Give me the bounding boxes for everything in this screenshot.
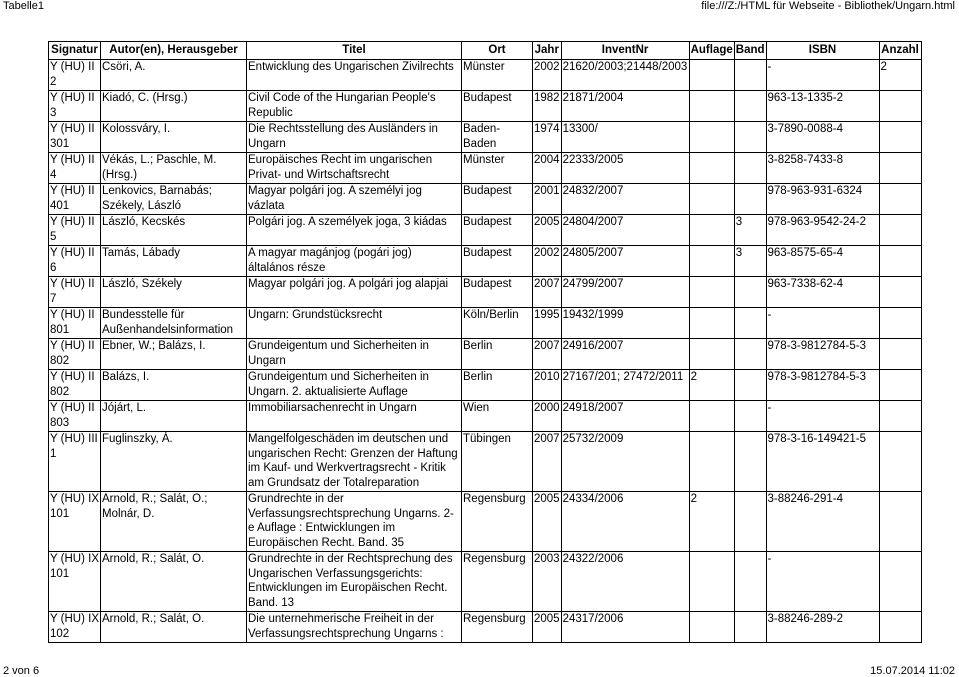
- cell-jahr: 2004: [533, 153, 562, 184]
- cell-auflage: [689, 91, 734, 122]
- cell-autor: Kiadó, C. (Hrsg.): [101, 91, 247, 122]
- cell-autor: Kolossváry, I.: [101, 122, 247, 153]
- cell-auflage: [689, 122, 734, 153]
- cell-auflage: [689, 153, 734, 184]
- cell-inventnr: 24805/2007: [561, 246, 689, 277]
- cell-anzahl: [879, 277, 921, 308]
- cell-band: [734, 401, 766, 432]
- cell-ort: Berlin: [462, 339, 533, 370]
- cell-inventnr: 19432/1999: [561, 308, 689, 339]
- cell-jahr: 2005: [533, 612, 562, 643]
- cell-titel: Mangelfolgeschäden im deutschen und ungarischen Recht: Grenzen der Haftung im Kauf- und Werkvertragsrecht - Kritik am Grundsatz der Totalreparation: [247, 432, 462, 492]
- cell-signatur: Y (HU) II 802: [49, 339, 101, 370]
- cell-ort: Münster: [462, 153, 533, 184]
- cell-isbn: 978-3-9812784-5-3: [766, 370, 879, 401]
- cell-isbn: -: [766, 552, 879, 612]
- cell-jahr: 2010: [533, 370, 562, 401]
- cell-isbn: 3-88246-291-4: [766, 492, 879, 552]
- cell-inventnr: 24317/2006: [561, 612, 689, 643]
- cell-signatur: Y (HU) II 7: [49, 277, 101, 308]
- cell-jahr: 1995: [533, 308, 562, 339]
- cell-titel: Civil Code of the Hungarian People's Republic: [247, 91, 462, 122]
- cell-jahr: 2005: [533, 215, 562, 246]
- cell-titel: A magyar magánjog (pogári jog) általános része: [247, 246, 462, 277]
- cell-ort: Köln/Berlin: [462, 308, 533, 339]
- column-header-signatur: Signatur: [49, 42, 101, 60]
- column-header-ort: Ort: [462, 42, 533, 60]
- cell-band: [734, 370, 766, 401]
- cell-band: [734, 153, 766, 184]
- cell-titel: Polgári jog. A személyek joga, 3 kiádas: [247, 215, 462, 246]
- cell-band: [734, 339, 766, 370]
- cell-anzahl: [879, 339, 921, 370]
- cell-signatur: Y (HU) II 2: [49, 60, 101, 91]
- cell-inventnr: 24799/2007: [561, 277, 689, 308]
- table-row: [49, 370, 922, 401]
- page-header-url: file:///Z:/HTML für Webseite - Bibliothek/Ungarn.html: [701, 0, 955, 12]
- cell-jahr: 1982: [533, 91, 562, 122]
- cell-anzahl: [879, 492, 921, 552]
- table-row: [49, 122, 922, 153]
- cell-ort: Budapest: [462, 91, 533, 122]
- cell-band: 3: [734, 215, 766, 246]
- cell-autor: Arnold, R.; Salát, O.: [101, 552, 247, 612]
- table-row: [49, 552, 922, 612]
- table-row: [49, 91, 922, 122]
- cell-signatur: Y (HU) II 801: [49, 308, 101, 339]
- cell-jahr: 2003: [533, 552, 562, 612]
- cell-anzahl: [879, 552, 921, 612]
- cell-inventnr: 24916/2007: [561, 339, 689, 370]
- cell-ort: Tübingen: [462, 432, 533, 492]
- cell-autor: Tamás, Lábady: [101, 246, 247, 277]
- cell-inventnr: 24322/2006: [561, 552, 689, 612]
- cell-signatur: Y (HU) II 301: [49, 122, 101, 153]
- cell-auflage: [689, 246, 734, 277]
- cell-ort: Regensburg: [462, 612, 533, 643]
- cell-isbn: 963-7338-62-4: [766, 277, 879, 308]
- column-header-auflage: Auflage: [689, 42, 734, 60]
- cell-autor: Jójárt, L.: [101, 401, 247, 432]
- cell-ort: Baden-Baden: [462, 122, 533, 153]
- cell-signatur: Y (HU) IX 101: [49, 552, 101, 612]
- cell-titel: Magyar polgári jog. A polgári jog alapjai: [247, 277, 462, 308]
- cell-ort: Münster: [462, 60, 533, 91]
- cell-jahr: 1974: [533, 122, 562, 153]
- cell-signatur: Y (HU) II 803: [49, 401, 101, 432]
- column-header-isbn: ISBN: [766, 42, 879, 60]
- cell-ort: Wien: [462, 401, 533, 432]
- catalog-table: [48, 41, 922, 643]
- cell-autor: Vékás, L.; Paschle, M. (Hrsg.): [101, 153, 247, 184]
- cell-signatur: Y (HU) IX 102: [49, 612, 101, 643]
- cell-auflage: [689, 277, 734, 308]
- cell-band: [734, 492, 766, 552]
- table-row: [49, 184, 922, 215]
- cell-titel: Die Rechtsstellung des Ausländers in Ungarn: [247, 122, 462, 153]
- cell-inventnr: 24832/2007: [561, 184, 689, 215]
- cell-auflage: 2: [689, 492, 734, 552]
- cell-anzahl: [879, 91, 921, 122]
- table-row: [49, 246, 922, 277]
- cell-autor: Fuglinszky, Á.: [101, 432, 247, 492]
- cell-anzahl: [879, 612, 921, 643]
- cell-inventnr: 21871/2004: [561, 91, 689, 122]
- cell-titel: Magyar polgári jog. A személyi jog vázlata: [247, 184, 462, 215]
- cell-ort: Berlin: [462, 370, 533, 401]
- cell-autor: Arnold, R.; Salát, O.: [101, 612, 247, 643]
- cell-auflage: [689, 215, 734, 246]
- table-body: [49, 60, 922, 643]
- cell-signatur: Y (HU) II 3: [49, 91, 101, 122]
- cell-isbn: 978-3-9812784-5-3: [766, 339, 879, 370]
- cell-jahr: 2002: [533, 60, 562, 91]
- cell-band: [734, 432, 766, 492]
- table-row: [49, 215, 922, 246]
- cell-isbn: 3-8258-7433-8: [766, 153, 879, 184]
- cell-autor: László, Székely: [101, 277, 247, 308]
- cell-auflage: [689, 308, 734, 339]
- cell-isbn: 3-7890-0088-4: [766, 122, 879, 153]
- cell-band: [734, 122, 766, 153]
- cell-isbn: -: [766, 401, 879, 432]
- table-row: [49, 492, 922, 552]
- cell-signatur: Y (HU) III 1: [49, 432, 101, 492]
- cell-band: [734, 552, 766, 612]
- cell-isbn: -: [766, 308, 879, 339]
- cell-inventnr: 22333/2005: [561, 153, 689, 184]
- cell-titel: Immobiliarsachenrecht in Ungarn: [247, 401, 462, 432]
- cell-anzahl: [879, 246, 921, 277]
- cell-isbn: 978-963-9542-24-2: [766, 215, 879, 246]
- cell-auflage: [689, 60, 734, 91]
- cell-band: [734, 91, 766, 122]
- cell-titel: Ungarn: Grundstücksrecht: [247, 308, 462, 339]
- page-header-left: Tabelle1: [3, 0, 44, 12]
- cell-jahr: 2002: [533, 246, 562, 277]
- cell-jahr: 2007: [533, 277, 562, 308]
- cell-anzahl: [879, 122, 921, 153]
- cell-inventnr: 27167/201; 27472/2011: [561, 370, 689, 401]
- cell-titel: Europäisches Recht im ungarischen Privat- und Wirtschaftsrecht: [247, 153, 462, 184]
- cell-auflage: [689, 401, 734, 432]
- table-row: [49, 339, 922, 370]
- column-header-inventnr: InventNr: [561, 42, 689, 60]
- cell-titel: Grundeigentum und Sicherheiten in Ungarn. 2. aktualisierte Auflage: [247, 370, 462, 401]
- table-row: [49, 401, 922, 432]
- cell-anzahl: [879, 432, 921, 492]
- cell-anzahl: [879, 184, 921, 215]
- column-header-jahr: Jahr: [533, 42, 562, 60]
- cell-isbn: 978-3-16-149421-5: [766, 432, 879, 492]
- column-header-autor: Autor(en), Herausgeber: [101, 42, 247, 60]
- cell-band: [734, 184, 766, 215]
- cell-autor: Bundesstelle für Außenhandelsinformation: [101, 308, 247, 339]
- cell-autor: Ebner, W.; Balázs, I.: [101, 339, 247, 370]
- cell-autor: Lenkovics, Barnabás; Székely, László: [101, 184, 247, 215]
- cell-ort: Budapest: [462, 215, 533, 246]
- cell-anzahl: 2: [879, 60, 921, 91]
- cell-inventnr: 25732/2009: [561, 432, 689, 492]
- cell-ort: Budapest: [462, 277, 533, 308]
- cell-jahr: 2001: [533, 184, 562, 215]
- cell-jahr: 2007: [533, 339, 562, 370]
- cell-band: [734, 308, 766, 339]
- cell-band: [734, 612, 766, 643]
- cell-anzahl: [879, 153, 921, 184]
- cell-jahr: 2000: [533, 401, 562, 432]
- cell-band: [734, 277, 766, 308]
- cell-autor: László, Kecskés: [101, 215, 247, 246]
- print-timestamp: 15.07.2014 11:02: [870, 665, 955, 677]
- cell-auflage: [689, 432, 734, 492]
- page-number: 2 von 6: [3, 665, 40, 677]
- table-row: [49, 308, 922, 339]
- cell-titel: Grundrechte in der Rechtsprechung des Ungarischen Verfassungsgerichts: Entwicklungen im Europäischen Recht. Band. 13: [247, 552, 462, 612]
- cell-isbn: -: [766, 60, 879, 91]
- cell-titel: Grundeigentum und Sicherheiten in Ungarn: [247, 339, 462, 370]
- table-row: [49, 432, 922, 492]
- cell-titel: Die unternehmerische Freiheit in der Verfassungsrechtsprechung Ungarns :: [247, 612, 462, 643]
- cell-signatur: Y (HU) II 6: [49, 246, 101, 277]
- cell-isbn: 3-88246-289-2: [766, 612, 879, 643]
- cell-inventnr: 21620/2003;21448/2003: [561, 60, 689, 91]
- cell-auflage: [689, 339, 734, 370]
- cell-inventnr: 24918/2007: [561, 401, 689, 432]
- table-row: [49, 153, 922, 184]
- cell-band: 3: [734, 246, 766, 277]
- cell-signatur: Y (HU) II 5: [49, 215, 101, 246]
- table-row: [49, 612, 922, 643]
- column-header-anzahl: Anzahl: [879, 42, 921, 60]
- cell-auflage: [689, 552, 734, 612]
- cell-ort: Regensburg: [462, 552, 533, 612]
- cell-anzahl: [879, 370, 921, 401]
- cell-autor: Arnold, R.; Salát, O.; Molnár, D.: [101, 492, 247, 552]
- cell-inventnr: 24334/2006: [561, 492, 689, 552]
- cell-ort: Budapest: [462, 184, 533, 215]
- header-row: [49, 42, 922, 60]
- cell-ort: Budapest: [462, 246, 533, 277]
- cell-anzahl: [879, 308, 921, 339]
- cell-isbn: 963-8575-65-4: [766, 246, 879, 277]
- cell-titel: Entwicklung des Ungarischen Zivilrechts: [247, 60, 462, 91]
- cell-auflage: 2: [689, 370, 734, 401]
- cell-band: [734, 60, 766, 91]
- cell-auflage: [689, 184, 734, 215]
- table-row: [49, 277, 922, 308]
- cell-inventnr: 24804/2007: [561, 215, 689, 246]
- cell-autor: Csöri, A.: [101, 60, 247, 91]
- cell-anzahl: [879, 401, 921, 432]
- cell-isbn: 963-13-1335-2: [766, 91, 879, 122]
- cell-signatur: Y (HU) IX 101: [49, 492, 101, 552]
- cell-signatur: Y (HU) II 4: [49, 153, 101, 184]
- cell-ort: Regensburg: [462, 492, 533, 552]
- cell-signatur: Y (HU) II 802: [49, 370, 101, 401]
- cell-jahr: 2005: [533, 492, 562, 552]
- cell-titel: Grundrechte in der Verfassungsrechtsprechung Ungarns. 2-e Auflage : Entwicklungen im Europäischen Recht. Band. 35: [247, 492, 462, 552]
- cell-signatur: Y (HU) II 401: [49, 184, 101, 215]
- cell-autor: Balázs, I.: [101, 370, 247, 401]
- cell-anzahl: [879, 215, 921, 246]
- cell-inventnr: 13300/: [561, 122, 689, 153]
- column-header-band: Band: [734, 42, 766, 60]
- cell-jahr: 2007: [533, 432, 562, 492]
- cell-isbn: 978-963-931-6324: [766, 184, 879, 215]
- cell-auflage: [689, 612, 734, 643]
- table-row: [49, 60, 922, 91]
- table-header: [49, 42, 922, 60]
- column-header-titel: Titel: [247, 42, 462, 60]
